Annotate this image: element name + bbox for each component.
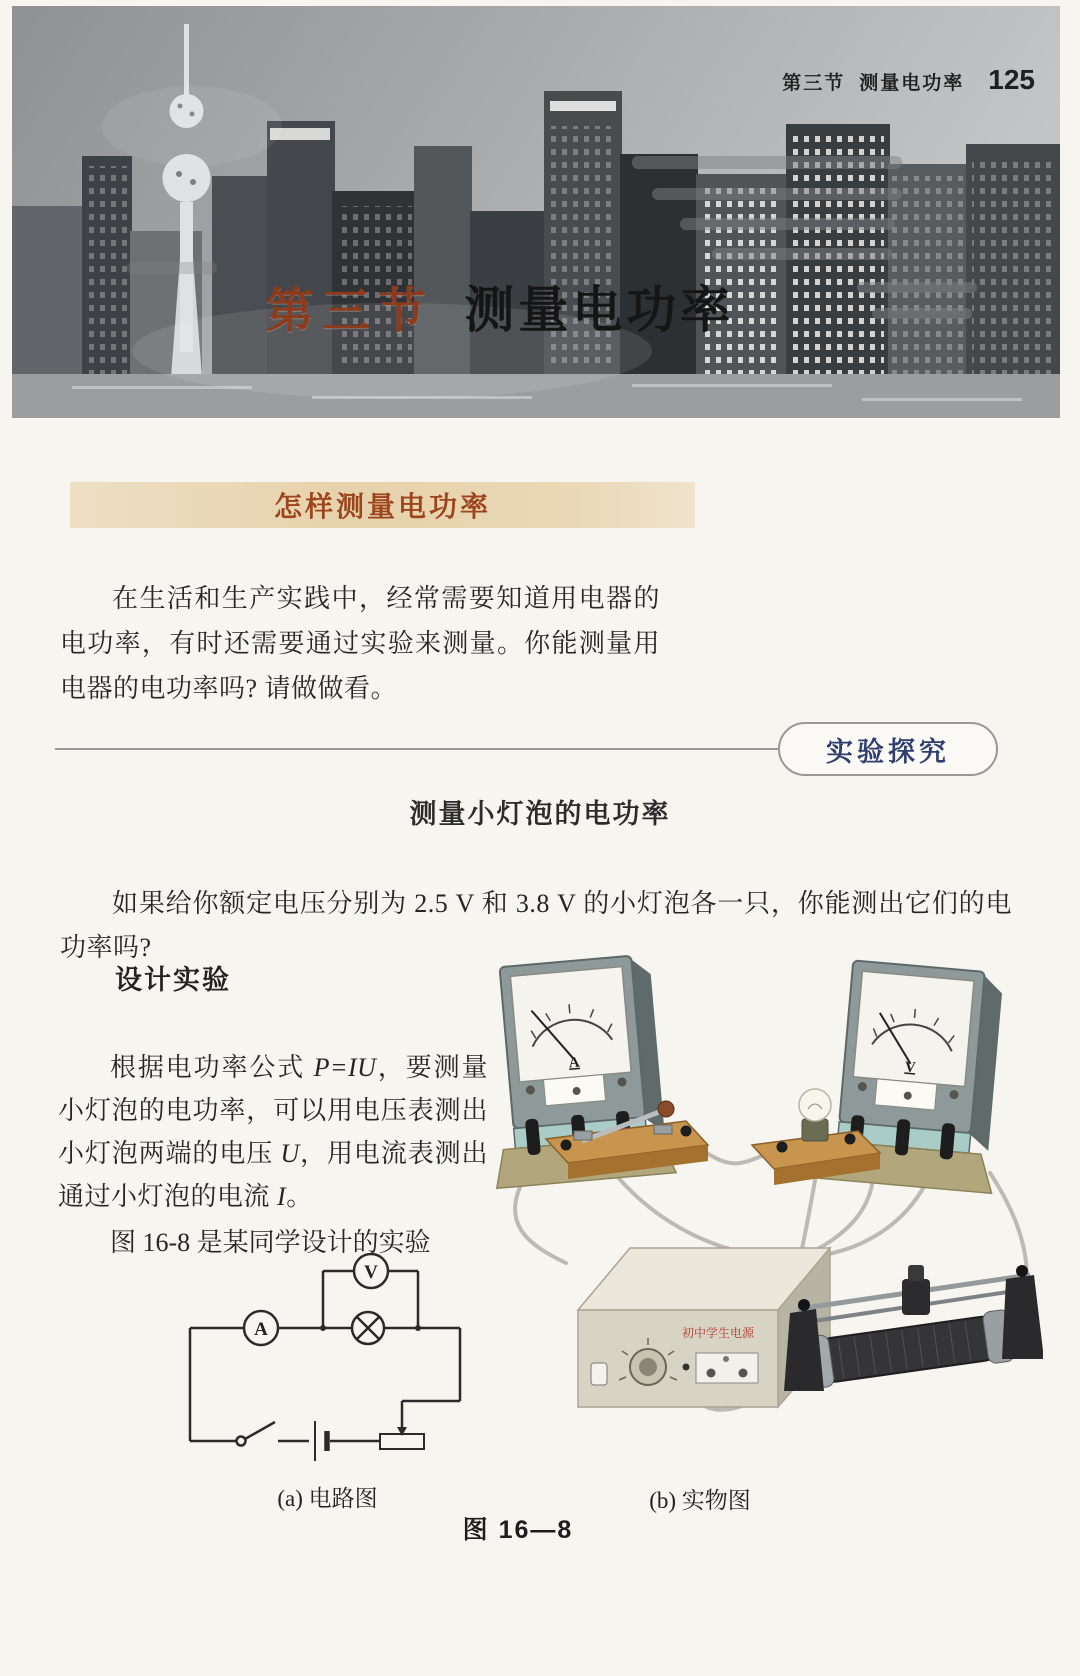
figure-number: 图 16—8 <box>462 1516 574 1544</box>
experiment-divider <box>55 722 998 776</box>
ammeter-letter: A <box>254 1319 268 1340</box>
caption-circuit: (a) 电路图 <box>277 1486 378 1511</box>
experiment-question: 如果给你额定电压分别为 2.5 V 和 3.8 V 的小灯泡各一只，你能测出它们的电功率吗? <box>60 889 1012 962</box>
page-header <box>782 64 1035 96</box>
power-supply-label: 初中学生电源 <box>681 1326 755 1340</box>
section-banner-label: 怎样测量电功率 <box>273 491 491 522</box>
voltmeter-face-letter: V <box>904 1059 917 1077</box>
variable-u: U <box>280 1139 300 1168</box>
divider-line <box>55 748 778 750</box>
design-text-seg1: 根据电功率公式 <box>110 1053 314 1082</box>
formula-piu: P=IU <box>313 1053 377 1082</box>
design-text-seg4: 。 <box>286 1182 313 1211</box>
design-experiment-heading: 设计实验 <box>115 965 231 995</box>
figure-intro: 图 16-8 是某同学设计的实验 <box>110 1228 431 1257</box>
experiment-badge-label: 实验探究 <box>826 736 950 767</box>
header-title: 测量电功率 <box>859 73 965 94</box>
design-paragraph <box>58 1046 488 1218</box>
bulb <box>799 1089 831 1121</box>
experiment-title: 测量小灯泡的电功率 <box>409 799 671 829</box>
design-text-seg3: ，用电流表测出通过小灯泡的电流 <box>58 1139 488 1211</box>
intro-paragraph: 在生活和生产实践中，经常需要知道用电器的电功率，有时还需要通过实验来测量。你能测量用电器的电功率吗? 请做做看。 <box>60 584 660 703</box>
voltmeter-letter: V <box>364 1262 378 1283</box>
experiment-badge <box>778 722 998 776</box>
chapter-section-label: 第三节 <box>265 285 434 338</box>
ammeter-face-letter: A <box>568 1054 581 1072</box>
variable-i: I <box>277 1182 287 1211</box>
chapter-title <box>0 270 1080 342</box>
circuit-diagram <box>125 1243 470 1483</box>
slider <box>902 1279 930 1315</box>
design-text-seg2: ，要测量小灯泡的电功率，可以用电压表测出小灯泡两端的电压 <box>58 1053 488 1168</box>
page-number: 125 <box>988 64 1035 95</box>
header-section: 第三节 <box>782 73 846 94</box>
caption-photo: (b) 实物图 <box>649 1488 751 1513</box>
power-button <box>591 1363 607 1385</box>
junction-dot <box>415 1325 421 1331</box>
switch-pivot <box>237 1437 246 1446</box>
apparatus-photo <box>478 923 1043 1428</box>
section-banner <box>70 482 695 528</box>
junction-dot <box>320 1325 326 1331</box>
chapter-title-text: 测量电功率 <box>464 282 735 338</box>
